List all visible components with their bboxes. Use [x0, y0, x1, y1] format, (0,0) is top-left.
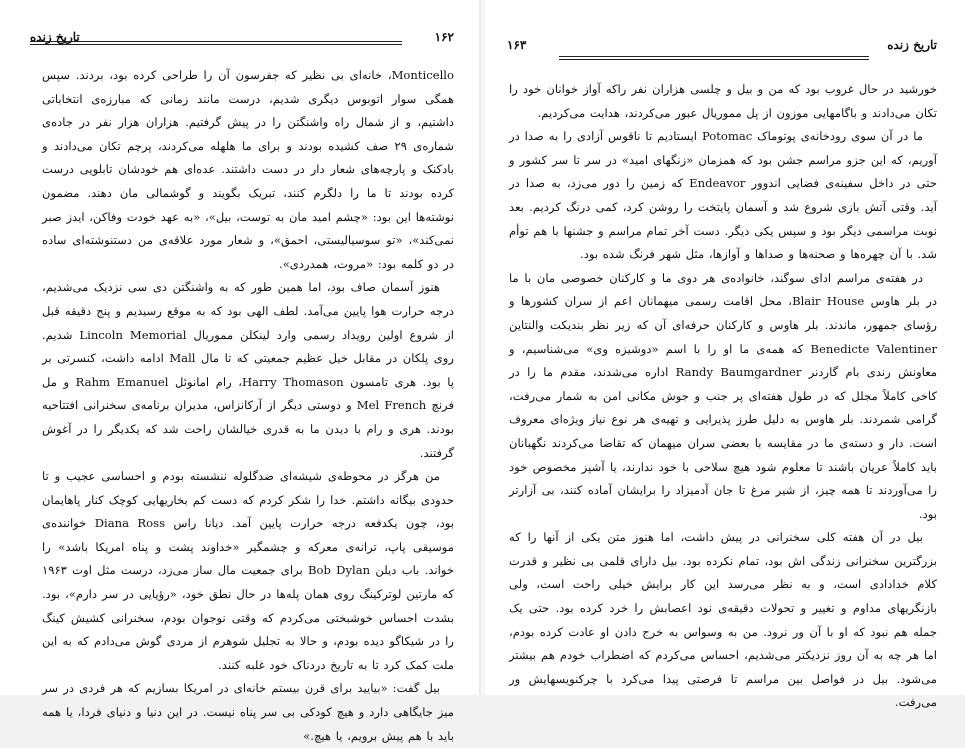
header-rule [559, 56, 869, 57]
page-header [30, 30, 454, 52]
header-rule [30, 41, 402, 42]
paragraph: Monticello، خانه‌ای بی نظیر که جفرسون آن را طراحی کرده بود، بردند. سپس همگی سوار اتوبوس دیگری شدیم، درست مانند زمانی که مبارزه‌ی انتخاباتی داشتیم، و از شمال راه واشنگتن را در پیش گرفتیم. هزاران هزار نفر در جاده‌ی شماره‌ی ۲۹ صف کشیده بودند و برای ما هلهله می‌کردند، پرچم تکان می‌دادند و بادکنک و پارچه‌های شعار دار در دست داشتند. عده‌ای هم خودشان تابلویی درست کرده بودند تا ما را دلگرم کنند، تبریک بگویند و گوشمالی مان دهند. مضمون نوشته‌ها این بود: «چشم امید مان به توست، بیل»، «به عهد خودت وفاکن، ایدز صبر نمی‌کند»، «تو سوسیالیستی، احمق»، و شعار مورد علاقه‌ی من دستنوشته‌ای ساده در دو کلمه بود: «مروت، همدردی». [42, 68, 454, 271]
paragraph: ما در آن سوی رودخانه‌ی پوتوماک Potomac ایستادیم تا ناقوس آزادی را به صدا در آوریم، که این جزو مراسم جشن بود که همزمان «زنگهای امید» در سر تا سر کشور و حتی در داخل سفینه‌ی فضایی اندوور Endeavor که زمین را دور می‌زد، به صدا در آید. وقتی آتش بازی شروع شد و آسمان پایتخت را روشن کرد، کمی درنگ کردیم. بعد نوبت مراسمی دیگر بود و سپس یکی دیگر. دست آخر تمام مراسم و جشنها با هم توأم شد. با آن چهره‌ها و صحنه‌ها و صداها و آوازها، مثل شهر فرنگ شده بود. [509, 129, 937, 262]
page-number: ۱۶۳ [507, 38, 527, 52]
paragraph: بیل در آن هفته کلی سخنرانی در پیش داشت، اما هنوز متن یکی از آنها را که بزرگترین سخنرانی زندگی اش بود، تمام نکرده بود. بیل دارای قلمی بی نظیر و قدرت کلام خدادادی است، و به نظر می‌رسد این کار برایش خیلی راحت است، ولی بازنگریهای مداوم و تغییر و تحولات دقیقه‌ی نود اعصابش را خرد کرده بود. حتی یک جمله هم نبود که او با آن ور نرود. من به وسواس به خرج دادن او عادت کرده بودم، اما هر چه به آن روز نزدیکتر می‌شدیم، احساس می‌کردم که اضطراب خودم هم بیشتر می‌شود. بیل در فواصل بین مراسم تا فرصتی پیدا می‌کرد با چرکنویسهایش ور می‌رفت. [509, 530, 937, 710]
paragraph: خورشید در حال غروب بود که من و بیل و چلسی هزاران نفر راکه آواز خوانان خود را تکان می‌دادند و باگامهایی موزون از پل مموریال عبور می‌کردند، هدایت می‌کردیم. [509, 82, 937, 120]
paragraph: بیل گفت: «بیایید برای قرن بیستم خانه‌ای در امریکا بسازیم که هر فردی در سر میز جایگاهی دارد و هیچ کودکی بی سر پناه نیست. در این دنیا و دنیای فردا، یا همه باید با هم پیش برویم، یا هیچ.» [42, 681, 454, 743]
page-body [509, 78, 937, 715]
running-title: تاریخ زنده [30, 30, 80, 44]
page-header [507, 38, 937, 60]
page-body [42, 64, 454, 748]
paragraph: در هفته‌ی مراسم ادای سوگند، خانواده‌ی هر دوی ما و کارکنان خصوصی مان با ما در بلر هاوس Blair House، محل اقامت رسمی میهمانان اعم از سران کشورها و رؤسای جمهور، ماندند. بلر هاوس و کارکنان حرفه‌ای آن که زیر نظر بندیکت والنتاین Benedicte Valentiner که همه‌ی ما او را با اسم «دوشیزه وی» می‌شناسیم، و معاونش رندی بام گاردنر Randy Baumgardner اداره می‌شدند، مقدم ما را در کاخی کاملاً مجلل که در طول هفته‌ای پر جنب و جوش مکانی امن به شمار می‌رفت، گرامی شمردند. بلر هاوس به دلیل طرز پذیرایی و تهیه‌ی هر نوع نیاز ویژه‌ای معروف است. دار و دسته‌ی ما در مقایسه با بعضی سران میهمان که تقاضا می‌کردند نگهبانان باید کاملاً عریان باشند تا معلوم شود هیچ سلاحی با خود ندارند، یا آشپز مخصوص خود را می‌آوردند تا همه چیز، از شیر مرغ تا جان آدمیزاد را برایشان آماده کنند، بی آزارتر بود. [509, 270, 938, 521]
left-page [0, 0, 485, 743]
header-rule-secondary [559, 59, 869, 60]
page-number: ۱۶۲ [434, 30, 454, 44]
running-title: تاریخ زنده [887, 38, 937, 52]
header-rule-secondary [30, 44, 402, 45]
right-page [485, 0, 965, 710]
paragraph: هنوز آسمان صاف بود، اما همین طور که به واشنگتن دی سی نزدیک می‌شدیم، درجه حرارت هوا پایین می‌آمد. لطف الهی بود که به موقع رسیدیم و پنج دقیقه قبل از شروع اولین رویداد رسمی وارد لینکلن مموریال Lincoln Memorial شدیم. روی پلکان در مقابل خیل عظیم جمعیتی که تا مال Mall ادامه داشت، کنسرتی بر پا بود. هری تامسون Harry Thomason، رام امانوئل Rahm Emanuel و مل فرنچ Mel French و دوستی دیگر از آرکانزاس، مدیران برنامه‌ی سخنرانی افتتاحیه بودند. هری و رام با دیدن ما به قدری خیالشان راحت شد که یکدیگر را در آغوش گرفتند. [42, 280, 454, 460]
paragraph: من هرگز در محوطه‌ی شیشه‌ای ضدگلوله ننشسته بودم و احساسی عجیب و تا حدودی بیگانه داشتم. خدا را شکر کردم که دست کم بخاریهایی کوچک کنار پاهایمان بود، چون یکدفعه درجه حرارت پایین آمد. دیانا راس Diana Ross خواننده‌ی موسیقی پاپ، ترانه‌ی معرکه و چشمگیر «خداوند پشت و پناه امریکا باشد» را خواند. باب دیلن Bob Dylan برای جمعیت مال ساز می‌زد، درست مثل اوت ۱۹۶۳ که مارتین لوترکینگ روی همان پله‌ها در حال نطق خود، «رؤیایی در سر دارم»، بود. بشدت احساس خوشبختی می‌کردم که وقتی نوجوان بودم، سخنرانی کشیش کینگ را در شیکاگو دیده بودم، و حالا به تجلیل شوهرم از مردی گوش می‌دادم که به این ملت کمک کرد تا به تاریخ دردناک خود غلبه کنند. [42, 469, 455, 672]
